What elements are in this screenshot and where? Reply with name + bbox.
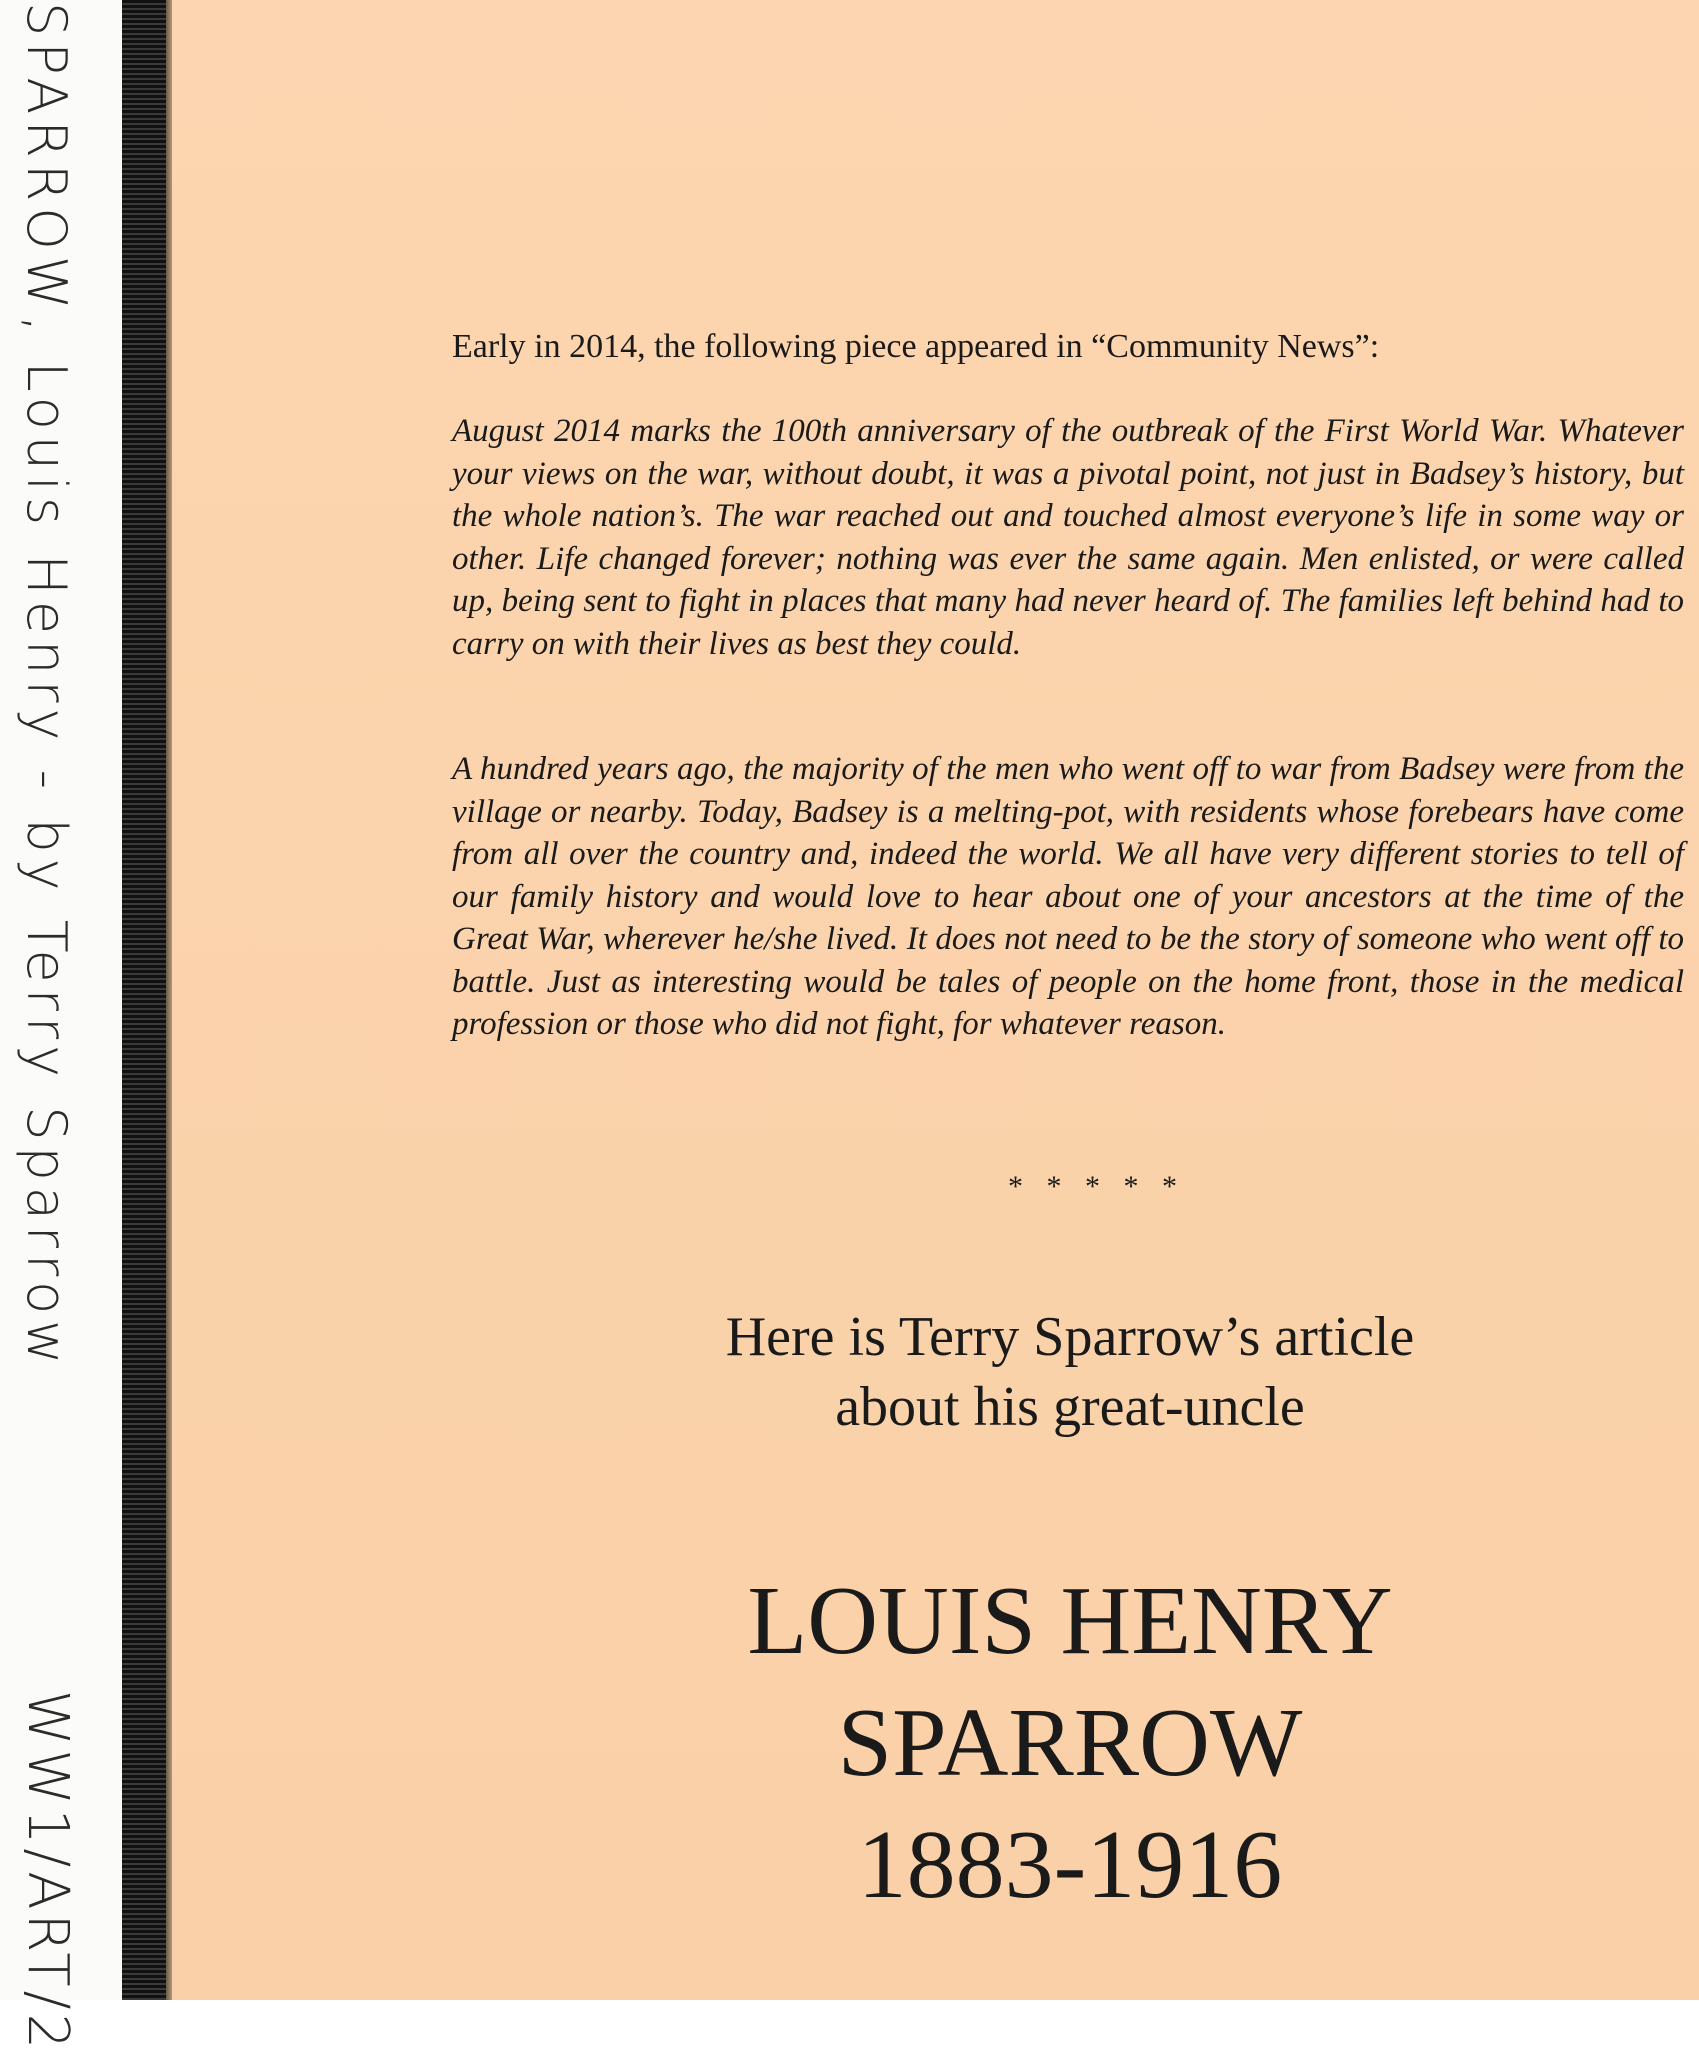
title-line-1: LOUIS HENRY [747,1567,1393,1675]
section-separator: * * * * * [1008,1170,1185,1203]
title-line-3: 1883-1916 [857,1811,1283,1919]
handwritten-name-label: SPARROW, Louis Henry - by Terry Sparrow [15,2,78,1371]
article-subtitle [620,1302,1520,1442]
binder-spine [122,0,168,2000]
article-title [620,1560,1520,1926]
handwritten-spine-label [0,0,122,2053]
subtitle-line-1: Here is Terry Sparrow’s article [725,1306,1415,1368]
quoted-paragraph-1: August 2014 marks the 100th anniversary of the outbreak of the First World War. Whatever your views on the war, without doubt, it was a pivotal point, not just in Badsey’s history, but the whole nation’s. The war reached out and touched almost everyone’s life in some way or other. Life changed forever; nothing was ever the same again. Men enlisted, or were called up, being sent to fight in places that many had never heard of. The families left behind had to carry on with their lives as best they could. [452,413,1684,662]
subtitle-line-2: about his great-uncle [835,1376,1305,1438]
title-line-2: SPARROW [837,1689,1303,1797]
intro-line: Early in 2014, the following piece appeared in “Community News”: [452,328,1380,365]
quoted-paragraph-2: A hundred years ago, the majority of the men who went off to war from Badsey were from the village or nearby. Today, Badsey is a melting-pot, with residents whose forebears have come from all over the country and, indeed the world. We all have very different stories to tell of our family history and would love to hear about one of your ancestors at the time of the Great War, wherever he/she lived. It does not need to be the story of someone who went off to battle. Just as interesting would be tales of people on the home front, those in the medical profession or those who did not fight, for whatever reason. [452,751,1684,1042]
handwritten-reference-label: WW1/ART/2 [15,1690,80,2053]
